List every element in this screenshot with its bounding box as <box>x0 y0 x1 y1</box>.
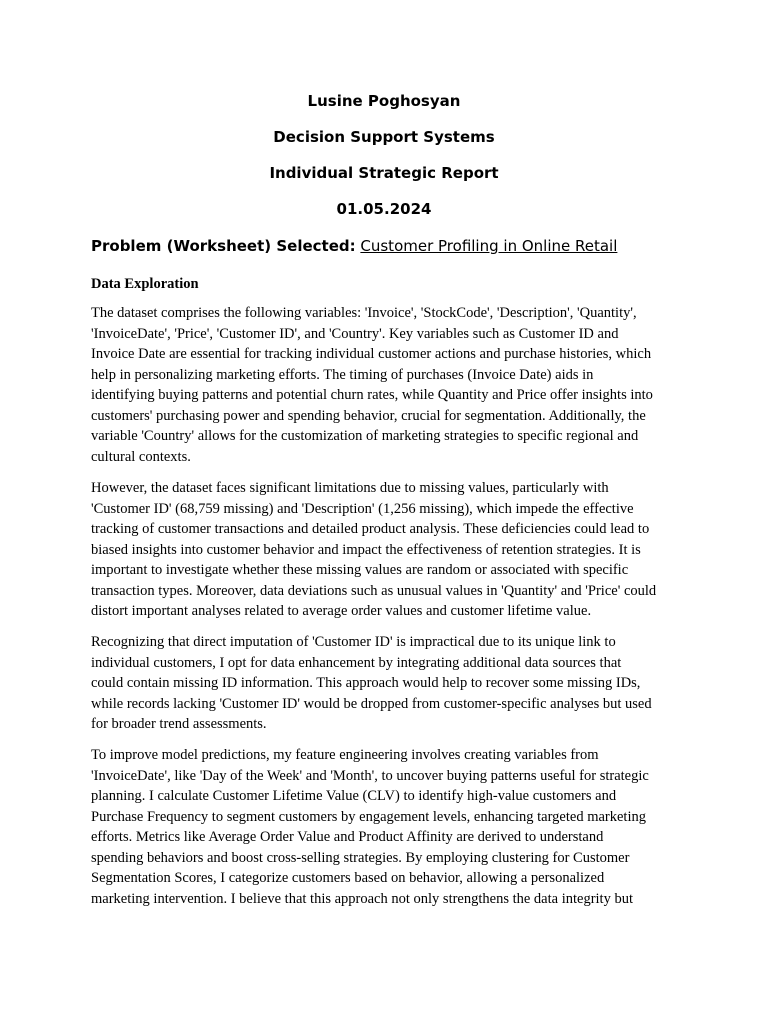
paragraph-line: individual customers, I opt for data enhancement by integrating additional data sources that <box>91 654 622 671</box>
report-date: 01.05.2024 <box>336 200 432 218</box>
problem-label: Problem (Worksheet) Selected: <box>91 237 356 255</box>
paragraph-line: However, the dataset faces significant limitations due to missing values, particularly with <box>91 480 609 496</box>
paragraph-line: Segmentation Scores, I categorize customers based on behavior, allowing a personalized <box>91 870 605 886</box>
paragraph-line: customers' purchasing power and spending behavior, crucial for segmentation. Additionally, the <box>91 407 646 424</box>
paragraph-line: Recognizing that direct imputation of 'Customer ID' is impractical due to its unique link to <box>91 634 616 650</box>
paragraph-line: variable 'Country' allows for the customization of marketing strategies to specific regional and <box>91 428 639 444</box>
author-name: Lusine Poghosyan <box>307 92 461 110</box>
paragraph <box>91 632 691 735</box>
paragraph-line: 'Customer ID' (68,759 missing) and 'Description' (1,256 missing), which impede the effective <box>91 500 634 517</box>
paragraph-line: planning. I calculate Customer Lifetime Value (CLV) to identify high-value customers and <box>91 788 617 804</box>
problem-value: Customer Profiling in Online Retail <box>360 237 618 255</box>
paragraph-line: Purchase Frequency to segment customers by engagement levels, enhancing targeted marketing <box>91 808 646 825</box>
paragraph-line: To improve model predictions, my feature engineering involves creating variables from <box>91 747 599 763</box>
course-title: Decision Support Systems <box>273 128 495 146</box>
report-type: Individual Strategic Report <box>269 164 499 182</box>
paragraph-line: spending behaviors and boost cross-selling strategies. By employing clustering for Customer <box>91 849 630 866</box>
paragraph-line: tracking of customer transactions and detailed product analysis. These deficiencies could lead to <box>91 521 650 537</box>
paragraph-line: for broader trend assessments. <box>91 716 267 732</box>
paragraph-line: distort important analyses related to average order values and customer lifetime value. <box>91 603 592 619</box>
paragraph-line: 'InvoiceDate', 'Price', 'Customer ID', and 'Country'. Key variables such as Customer ID and <box>91 325 619 342</box>
paragraph-line: 'InvoiceDate', like 'Day of the Week' and 'Month', to uncover buying patterns useful for strategic <box>91 767 649 784</box>
section-heading: Data Exploration <box>91 276 199 292</box>
paragraph <box>91 303 691 467</box>
paragraph-line: The dataset comprises the following variables: 'Invoice', 'StockCode', 'Description', 'Quantity', <box>91 305 637 321</box>
paragraph-line: biased insights into customer behavior and impact the effectiveness of retention strategies. It is <box>91 541 641 558</box>
paragraph-line: cultural contexts. <box>91 448 191 465</box>
paragraph-line: efforts. Metrics like Average Order Value and Product Affinity are derived to understand <box>91 829 604 845</box>
paragraph-line: identifying buying patterns and potential churn rates, while Quantity and Price offer insights into <box>91 387 653 403</box>
paragraph-line: while records lacking 'Customer ID' would be dropped from customer-specific analyses but used <box>91 695 652 712</box>
paragraph-line: marketing intervention. I believe that this approach not only strengthens the data integrity but <box>91 890 633 907</box>
paragraph <box>91 478 691 622</box>
paragraph-line: important to investigate whether these missing values are random or associated with specific <box>91 562 629 578</box>
problem-selected <box>91 236 691 256</box>
paragraph-line: could contain missing ID information. This approach would help to recover some missing IDs, <box>91 675 641 691</box>
paragraph <box>91 745 691 909</box>
paragraph-line: Invoice Date are essential for tracking individual customer actions and purchase histories, which <box>91 346 652 362</box>
paragraph-line: help in personalizing marketing efforts. The timing of purchases (Invoice Date) aids in <box>91 366 594 383</box>
paragraph-line: transaction types. Moreover, data deviations such as unusual values in 'Quantity' and 'Price' could <box>91 582 657 599</box>
